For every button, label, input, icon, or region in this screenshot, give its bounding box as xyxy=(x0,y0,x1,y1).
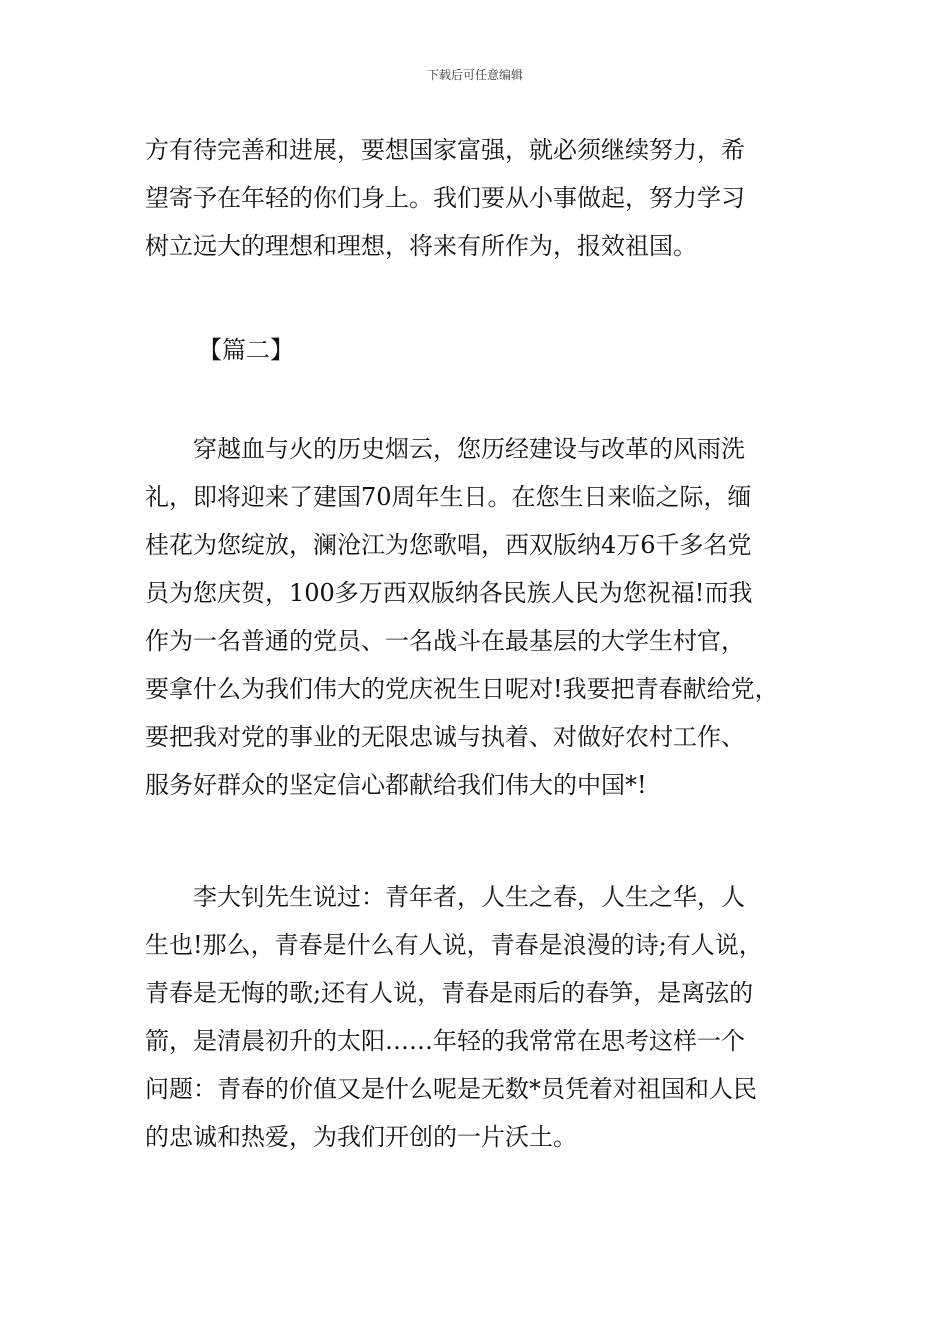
text-line: 作为一名普通的党员、一名战斗在最基层的大学生村官， xyxy=(145,627,745,655)
text-line: 的忠诚和热爱，为我们开创的一片沃土。 xyxy=(145,1123,577,1151)
text-line: 要拿什么为我们伟大的党庆祝生日呢对!我要把青春献给党， xyxy=(145,675,779,703)
text-line: 青春是无悔的歌;还有人说，青春是雨后的春笋，是离弦的 xyxy=(145,979,754,1007)
text-line: 问题：青春的价值又是什么呢是无数*员凭着对祖国和人民 xyxy=(145,1075,757,1103)
text-line: 望寄予在年轻的你们身上。我们要从小事做起，努力学习 xyxy=(145,184,745,212)
section-heading xyxy=(198,326,863,374)
text-line: 生也!那么，青春是什么有人说，青春是浪漫的诗;有人说， xyxy=(145,931,763,959)
paragraph-continuation xyxy=(145,126,810,270)
text-line: 箭，是清晨初升的太阳……年轻的我常常在思考这样一个 xyxy=(145,1027,745,1055)
section-heading-text: 【篇二】 xyxy=(198,336,294,364)
text-line: 李大钊先生说过：青年者，人生之春，人生之华，人 xyxy=(145,883,745,911)
paragraph-body xyxy=(145,873,810,1161)
text-line: 穿越血与火的历史烟云，您历经建设与改革的风雨洗 xyxy=(145,435,745,463)
paragraph-body xyxy=(145,425,810,809)
text-line: 方有待完善和进展，要想国家富强，就必须继续努力，希 xyxy=(145,136,745,164)
text-line: 树立远大的理想和理想，将来有所作为，报效祖国。 xyxy=(145,232,697,260)
text-line: 员为您庆贺，100多万西双版纳各民族人民为您祝福!而我 xyxy=(145,579,753,607)
text-line: 服务好群众的坚定信心都献给我们伟大的中国*! xyxy=(145,771,647,799)
text-line: 要把我对党的事业的无限忠诚与执着、对做好农村工作、 xyxy=(145,723,745,751)
page-header: 下载后可任意编辑 xyxy=(426,68,523,82)
text-line: 礼，即将迎来了建国70周年生日。在您生日来临之际，缅 xyxy=(145,483,752,511)
text-line: 桂花为您绽放，澜沧江为您歌唱，西双版纳4万6千多名党 xyxy=(145,531,752,559)
